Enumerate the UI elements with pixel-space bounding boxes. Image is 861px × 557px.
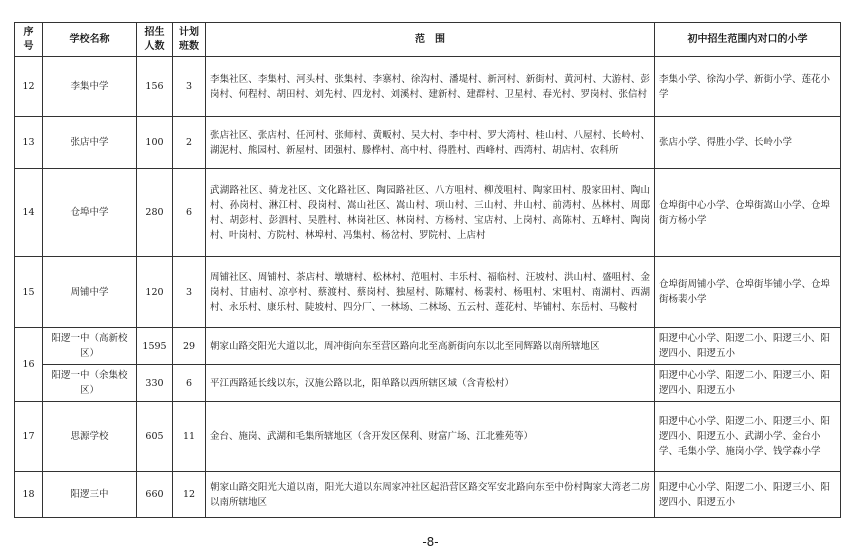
- header-primary: 初中招生范围内对口的小学: [655, 23, 841, 57]
- cell-school: 李集中学: [43, 57, 137, 117]
- cell-seq: 13: [15, 117, 43, 169]
- header-row: [15, 23, 841, 57]
- cell-school: 阳逻一中（高新校区）: [43, 328, 137, 365]
- cell-classes: 29: [173, 328, 206, 365]
- cell-school: 思源学校: [43, 402, 137, 472]
- cell-primary: 阳逻中心小学、阳逻二小、阳逻三小、阳逻四小、阳逻五小: [655, 472, 841, 518]
- cell-scope: 张店社区、张店村、任河村、张师村、黄畈村、吴大村、李中村、罗大湾村、桂山村、八屋村、长岭村、湖泥村、熊园村、新屋村、团强村、滕桦村、高中村、得胜村、西峰村、西湾村、胡店村、农科所: [206, 117, 655, 169]
- cell-primary: 仓埠街周铺小学、仓埠街毕铺小学、仓埠街杨裴小学: [655, 257, 841, 328]
- cell-scope: 武湖路社区、骑龙社区、文化路社区、陶园路社区、八方咀村、柳茂咀村、陶家田村、殷家田村、陶山村、孙岗村、淋江村、段岗村、嵩山社区、嵩山村、项山村、三山村、井山村、前湾村、丛林村、周邸村、胡彭村、彭泗村、吴胜村、林岗社区、林岗村、方杨村、宝店村、上岗村、高陈村、五峰村、陶岗村、叶岗村、方院村、林埠村、冯集村、杨岔村、罗院村、上店村: [206, 169, 655, 257]
- cell-enroll: 330: [137, 365, 173, 402]
- cell-classes: 6: [173, 169, 206, 257]
- header-classes: 计划班数: [173, 23, 206, 57]
- cell-seq: 15: [15, 257, 43, 328]
- cell-enroll: 1595: [137, 328, 173, 365]
- page-number: -8-: [422, 535, 439, 549]
- cell-school: 阳逻三中: [43, 472, 137, 518]
- cell-enroll: 605: [137, 402, 173, 472]
- header-enroll: 招生人数: [137, 23, 173, 57]
- cell-school: 周铺中学: [43, 257, 137, 328]
- cell-classes: 2: [173, 117, 206, 169]
- table-row: [15, 365, 841, 402]
- cell-seq: 18: [15, 472, 43, 518]
- table-row: [15, 328, 841, 365]
- cell-scope: 李集社区、李集村、河头村、张集村、李寨村、徐沟村、潘堤村、新河村、新街村、黄河村、大游村、彭岗村、何程村、胡田村、刘先村、四龙村、刘溪村、建新村、建群村、卫星村、春光村、罗岗村、张信村: [206, 57, 655, 117]
- header-seq: 序号: [15, 23, 43, 57]
- cell-classes: 12: [173, 472, 206, 518]
- cell-seq: 12: [15, 57, 43, 117]
- cell-classes: 11: [173, 402, 206, 472]
- cell-enroll: 660: [137, 472, 173, 518]
- cell-scope: 周铺社区、周铺村、茶店村、墩塘村、松林村、范咀村、丰乐村、福临村、汪坡村、洪山村、盛咀村、金岗村、甘庙村、凉亭村、蔡渡村、蔡岗村、独屋村、陈耀村、杨裴村、杨咀村、宋咀村、南湖村、西湖村、永乐村、康乐村、陡坡村、四分厂、一林场、二林场、五云村、莲花村、毕铺村、东岳村、马鞍村: [206, 257, 655, 328]
- cell-primary: 仓埠街中心小学、仓埠街嵩山小学、仓埠街方杨小学: [655, 169, 841, 257]
- cell-classes: 6: [173, 365, 206, 402]
- cell-seq: 16: [15, 328, 43, 402]
- cell-scope: 朝家山路交阳光大道以南，阳光大道以东周家冲社区起沿营区路交军安北路向东至中份村陶家大湾老二房以南所辖地区: [206, 472, 655, 518]
- cell-school: 张店中学: [43, 117, 137, 169]
- cell-enroll: 120: [137, 257, 173, 328]
- cell-school: 阳逻一中（余集校区）: [43, 365, 137, 402]
- cell-seq: 17: [15, 402, 43, 472]
- cell-scope: 朝家山路交阳光大道以北，周冲街向东至营区路向北至高新街向东以北至同辉路以南所辖地区: [206, 328, 655, 365]
- cell-scope: 平江西路延长线以东，汉施公路以北，阳单路以西所辖区域（含青松村）: [206, 365, 655, 402]
- cell-school: 仓埠中学: [43, 169, 137, 257]
- cell-seq: 14: [15, 169, 43, 257]
- cell-primary: 阳逻中心小学、阳逻二小、阳逻三小、阳逻四小、阳逻五小: [655, 365, 841, 402]
- cell-enroll: 100: [137, 117, 173, 169]
- cell-enroll: 156: [137, 57, 173, 117]
- cell-scope: 金台、施岗、武湖和毛集所辖地区（含开发区保利、财富广场、江北雅苑等）: [206, 402, 655, 472]
- header-school: 学校名称: [43, 23, 137, 57]
- table-row: [15, 472, 841, 518]
- table-row: [15, 57, 841, 117]
- table-row: [15, 169, 841, 257]
- table-row: [15, 402, 841, 472]
- cell-primary: 阳逻中心小学、阳逻二小、阳逻三小、阳逻四小、阳逻五小、武湖小学、金台小学、毛集小学、施岗小学、钱学森小学: [655, 402, 841, 472]
- cell-classes: 3: [173, 57, 206, 117]
- enrollment-table: [14, 22, 841, 518]
- cell-primary: 李集小学、徐沟小学、新街小学、莲花小学: [655, 57, 841, 117]
- cell-primary: 阳逻中心小学、阳逻二小、阳逻三小、阳逻四小、阳逻五小: [655, 328, 841, 365]
- table-row: [15, 117, 841, 169]
- table-row: [15, 257, 841, 328]
- cell-classes: 3: [173, 257, 206, 328]
- header-scope: 范 围: [206, 23, 655, 57]
- cell-enroll: 280: [137, 169, 173, 257]
- cell-primary: 张店小学、得胜小学、长岭小学: [655, 117, 841, 169]
